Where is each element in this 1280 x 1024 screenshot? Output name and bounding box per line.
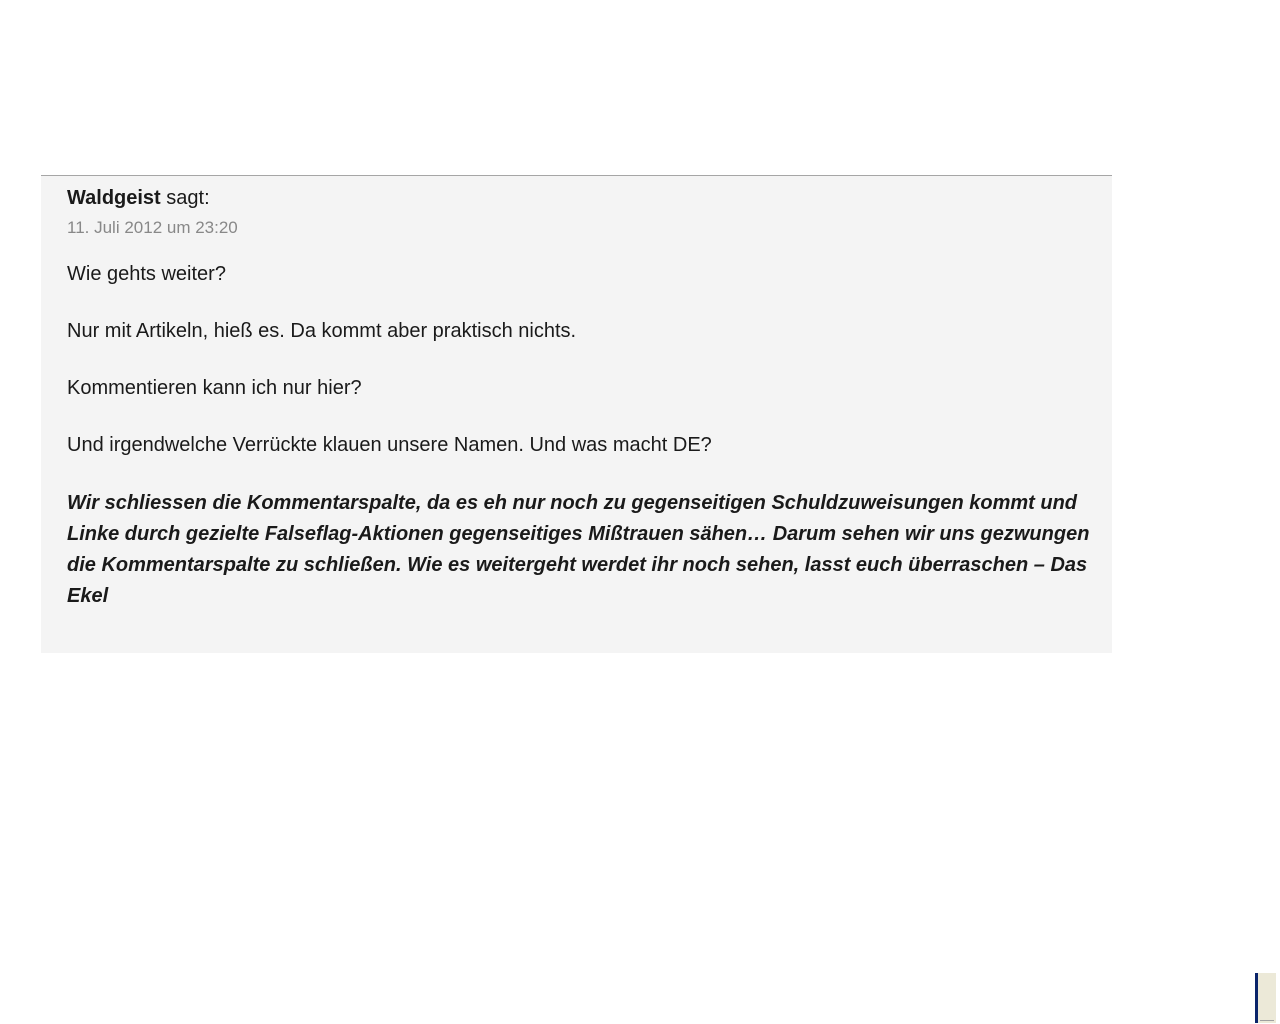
comment-body <box>67 262 1097 644</box>
comment-author-name: Waldgeist <box>67 187 161 209</box>
grip-line <box>1260 1020 1274 1021</box>
comment-says-label: sagt: <box>166 187 210 209</box>
comment-meta <box>67 186 238 238</box>
window-resize-grip[interactable] <box>1255 973 1276 1023</box>
comment-paragraph: Kommentieren kann ich nur hier? <box>67 377 362 399</box>
comment-author-line <box>67 186 238 210</box>
comment-box <box>41 175 1112 653</box>
comment-paragraph: Nur mit Artikeln, hieß es. Da kommt aber praktisch nichts. <box>67 320 577 342</box>
comment-paragraph: Und irgendwelche Verrückte klauen unsere Namen. Und was macht DE? <box>67 434 712 456</box>
moderator-notice: Wir schliessen die Kommentarspalte, da es eh nur noch zu gegenseitigen Schuldzuweisungen kommt und Linke durch gezielte Falseflag-Aktionen gegenseitiges Mißtrauen sähen… Darum sehen wir uns gezwungen die Kommentarspalte zu schließen. Wie es weitergeht werdet ihr noch sehen, lasst euch überraschen – Das Ekel <box>67 492 1090 607</box>
comment-paragraph: Wie gehts weiter? <box>67 263 226 285</box>
comment-date-link[interactable]: 11. Juli 2012 um 23:20 <box>67 218 238 237</box>
